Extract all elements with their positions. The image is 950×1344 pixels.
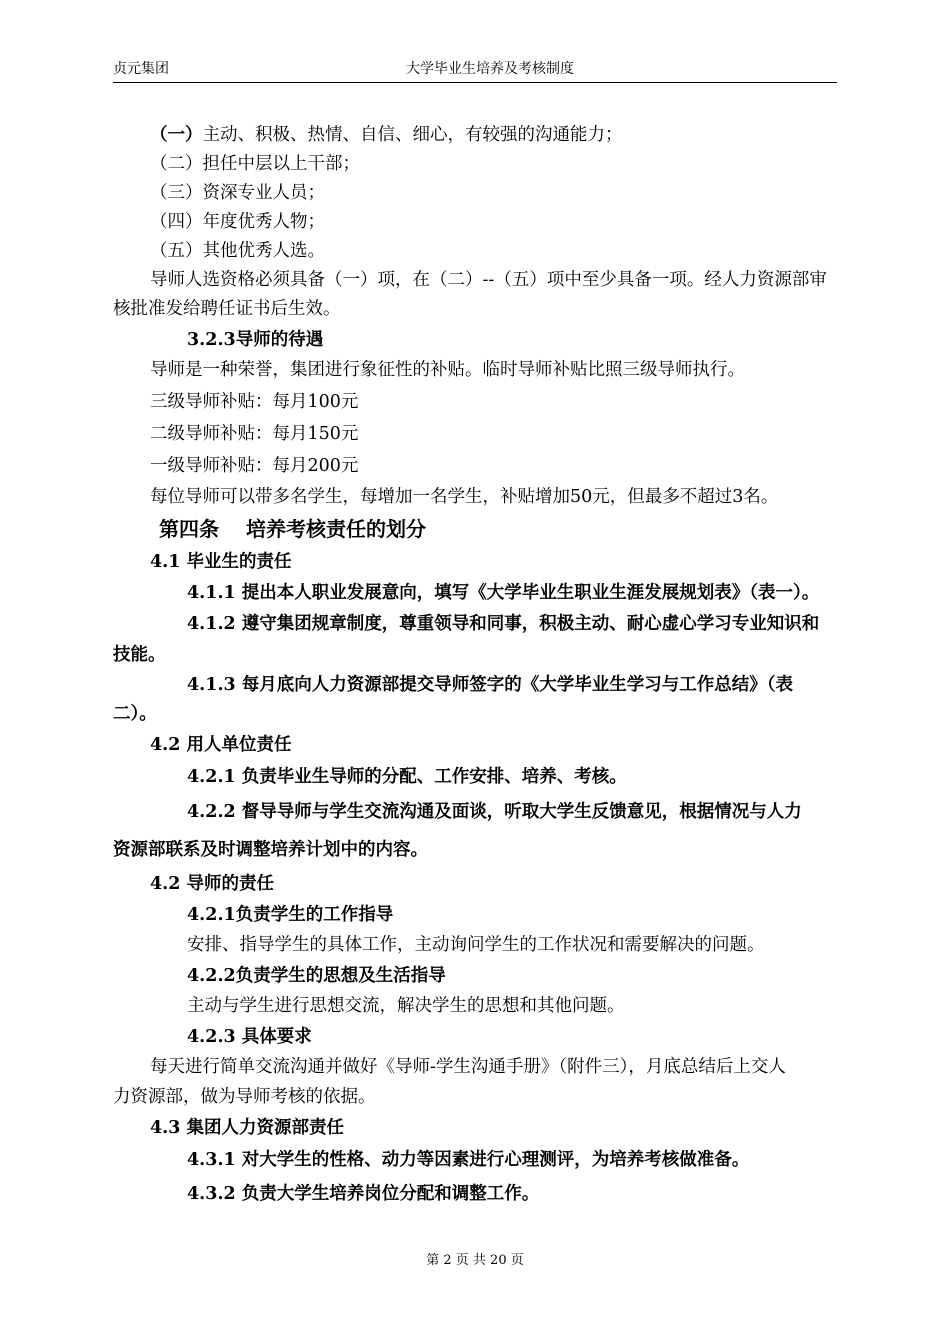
mentor-4-2-3-heading: 4.2.3 具体要求: [187, 1027, 312, 1047]
section-4-1-heading: 4.1 毕业生的责任: [150, 552, 292, 572]
qualification-item-5: （五）其他优秀人选。: [150, 241, 325, 261]
section-4-1-2-line-2: 技能。: [113, 645, 166, 665]
section-4-1-3-line-1: 4.1.3 每月底向人力资源部提交导师签字的《大学毕业生学习与工作总结》（表: [187, 675, 794, 695]
header-doc-title: 大学毕业生培养及考核制度: [406, 61, 574, 77]
allowance-level-3: 三级导师补贴：每月100元: [150, 392, 359, 412]
section-4-3-1: 4.3.1 对大学生的性格、动力等因素进行心理测评，为培养考核做准备。: [187, 1150, 750, 1170]
mentor-4-2-1-heading: 4.2.1负责学生的工作指导: [187, 905, 394, 925]
header-divider: [113, 82, 837, 83]
allowance-level-1: 一级导师补贴：每月200元: [150, 456, 359, 476]
section-4-3-2: 4.3.2 负责大学生培养岗位分配和调整工作。: [187, 1184, 540, 1204]
section-4-1-2-line-1: 4.1.2 遵守集团规章制度，尊重领导和同事，积极主动、耐心虚心学习专业知识和: [187, 614, 820, 634]
extra-allowance-paragraph: 每位导师可以带多名学生，每增加一名学生，补贴增加50元，但最多不超过3名。: [150, 487, 779, 507]
qualification-item-1: [113, 123, 874, 147]
section-3-2-3-heading: 3.2.3导师的待遇: [187, 330, 324, 350]
daily-requirement-line-1: 每天进行简单交流沟通并做好《导师-学生沟通手册》（附件三），月底总结后上交人: [150, 1057, 786, 1077]
qualification-rule-line-2: 核批准发给聘任证书后生效。: [113, 299, 341, 319]
section-4-1-1: 4.1.1 提出本人职业发展意向，填写《大学毕业生职业生涯发展规划表》（表一）。: [187, 583, 820, 603]
article-4-heading: 第四条 培养考核责任的划分: [159, 517, 426, 541]
page-number: 第 2 页 共 20 页: [426, 1253, 524, 1268]
mentor-4-2-1-text: 安排、指导学生的具体工作，主动询问学生的工作状况和需要解决的问题。: [187, 935, 765, 955]
section-4-2-heading: 4.2 用人单位责任: [150, 735, 292, 755]
qualification-item-3: （三）资深专业人员；: [150, 183, 325, 203]
allowance-level-2: 二级导师补贴：每月150元: [150, 424, 359, 444]
mentor-4-2-2-text: 主动与学生进行思想交流，解决学生的思想和其他问题。: [187, 996, 625, 1016]
qualification-item-4: （四）年度优秀人物；: [150, 212, 325, 232]
qualification-item-2: （二）担任中层以上干部；: [150, 154, 360, 174]
qualification-item-1-marker: （一）: [150, 125, 203, 145]
qualification-rule-line-1: 导师人选资格必须具备（一）项，在（二）--（五）项中至少具备一项。经人力资源部审: [150, 270, 827, 290]
daily-requirement-line-2: 力资源部，做为导师考核的依据。: [113, 1087, 376, 1107]
section-4-1-3-line-2: 二）。: [113, 704, 157, 724]
section-4-2-1: 4.2.1 负责毕业生导师的分配、工作安排、培养、考核。: [187, 767, 627, 787]
mentor-responsibility-heading: 4.2 导师的责任: [150, 874, 275, 894]
qualification-item-1-text: 主动、积极、热情、自信、细心，有较强的沟通能力；: [202, 125, 623, 145]
section-4-3-heading: 4.3 集团人力资源部责任: [150, 1118, 345, 1138]
section-4-2-2-line-2: 资源部联系及时调整培养计划中的内容。: [113, 840, 428, 860]
section-4-2-2-line-1: 4.2.2 督导导师与学生交流沟通及面谈，听取大学生反馈意见，根据情况与人力: [187, 802, 802, 822]
header-company: 贞元集团: [113, 61, 169, 77]
mentor-4-2-2-heading: 4.2.2负责学生的思想及生活指导: [187, 966, 446, 986]
treatment-paragraph: 导师是一种荣誉，集团进行象征性的补贴。临时导师补贴比照三级导师执行。: [150, 360, 745, 380]
